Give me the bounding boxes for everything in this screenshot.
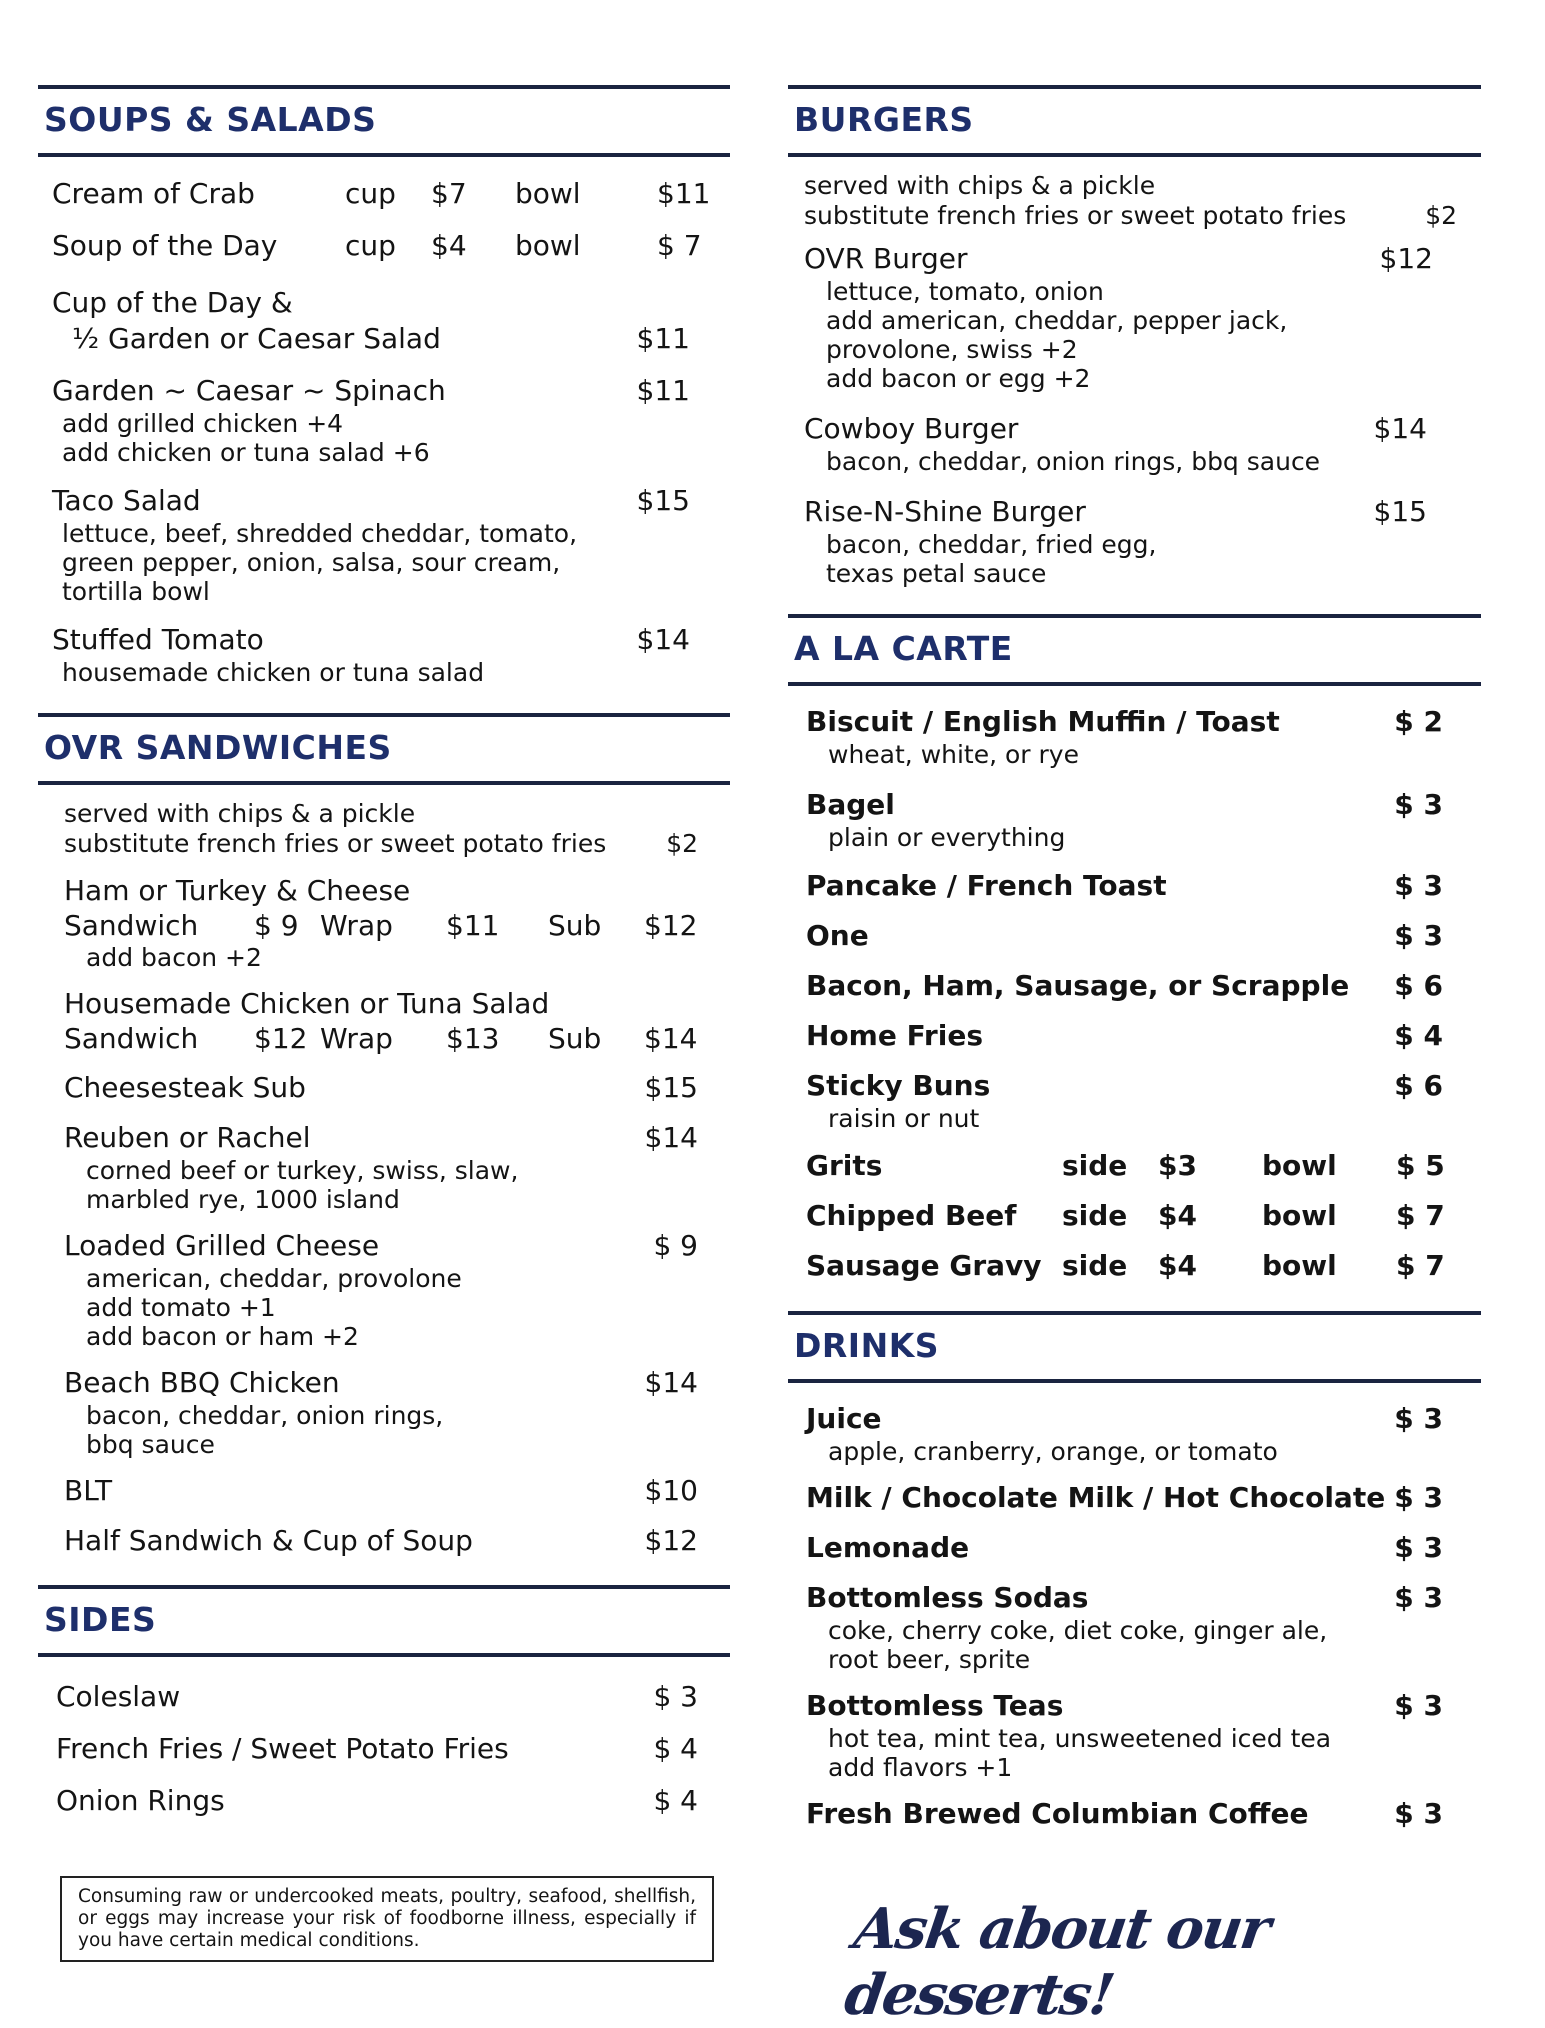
item-row — [806, 1018, 1467, 1054]
item-desc: bacon, cheddar, fried egg, texas petal sauce — [826, 530, 1157, 588]
item-row — [806, 1796, 1467, 1832]
item-row — [64, 1523, 716, 1559]
item-price: $ 3 — [1394, 1402, 1443, 1435]
section-title: SOUPS & SALADS — [44, 100, 377, 139]
item-price: $ 3 — [1394, 1531, 1443, 1564]
item-name-line2: ½ Garden or Caesar Salad — [72, 322, 441, 355]
sized-item-row — [52, 227, 716, 265]
item-desc: housemade chicken or tuna salad — [62, 658, 485, 687]
item-name: Fresh Brewed Columbian Coffee — [806, 1797, 1309, 1830]
item-row — [64, 1365, 716, 1401]
menu-item — [52, 622, 716, 687]
section-note: substitute french fries or sweet potato fries $2 — [804, 201, 1457, 230]
item-price: $ 6 — [1394, 969, 1443, 1002]
item-row — [806, 918, 1467, 954]
item-row — [64, 986, 716, 1022]
item-name: Lemonade — [806, 1531, 970, 1564]
menu-item — [52, 483, 716, 606]
sized-item-row — [52, 175, 716, 213]
section-note: substitute french fries or sweet potato fries $2 — [64, 829, 698, 858]
item-row — [806, 1530, 1467, 1566]
soups-salads-section — [38, 85, 730, 687]
menu-item — [52, 373, 716, 467]
menu-item — [806, 787, 1467, 852]
right-column — [788, 85, 1481, 1858]
item-price: $14 — [636, 623, 690, 656]
section-header — [38, 713, 730, 785]
section-header — [788, 1311, 1481, 1383]
item-price: $ 6 — [1394, 1069, 1443, 1102]
item-row — [52, 321, 716, 357]
sized-item-row — [806, 1147, 1467, 1185]
side-price: $4 — [1158, 1249, 1197, 1282]
menu-item — [804, 241, 1467, 393]
menu-item — [806, 1147, 1467, 1285]
item-row — [64, 1070, 716, 1106]
item-name: Reuben or Rachel — [64, 1121, 311, 1154]
option-row: Sandwich $12 Wrap $13 Sub $14 — [64, 1022, 698, 1055]
menu-item — [806, 1018, 1467, 1054]
item-price: $ 3 — [1394, 1797, 1443, 1830]
item-desc: coke, cherry coke, diet coke, ginger ale, root beer, sprite — [828, 1616, 1328, 1674]
item-name: Ham or Turkey & Cheese — [64, 874, 411, 907]
menu-item — [806, 1688, 1467, 1782]
cup-label: cup — [345, 177, 396, 210]
item-row — [52, 622, 716, 658]
item-price: $11 — [636, 374, 690, 407]
bowl-label: bowl — [1262, 1249, 1337, 1282]
bowl-label: bowl — [1262, 1199, 1337, 1232]
menu-item — [806, 1580, 1467, 1674]
a-la-carte-section — [788, 614, 1481, 1285]
item-price: $ 2 — [1394, 705, 1443, 738]
item-row — [806, 704, 1467, 740]
item-name: Bacon, Ham, Sausage, or Scrapple — [806, 969, 1350, 1002]
item-price: $15 — [1373, 495, 1427, 528]
item-price: $14 — [644, 1121, 698, 1154]
item-row — [64, 1120, 716, 1156]
item-name: Housemade Chicken or Tuna Salad — [64, 987, 550, 1020]
item-desc: add grilled chicken +4 add chicken or tuna salad +6 — [62, 409, 430, 467]
section-body — [38, 157, 730, 687]
sides-section — [38, 1585, 730, 1819]
cup-label: cup — [345, 229, 396, 262]
item-row — [64, 1228, 716, 1264]
item-name: Bottomless Teas — [806, 1689, 1064, 1722]
section-note: served with chips & a pickle — [804, 171, 1156, 200]
menu-item — [806, 918, 1467, 954]
side-price: $3 — [1158, 1149, 1197, 1182]
item-desc: bacon, cheddar, onion rings, bbq sauce — [86, 1401, 444, 1459]
menu-item — [806, 968, 1467, 1004]
item-name: Stuffed Tomato — [52, 623, 264, 656]
item-row — [806, 1068, 1467, 1104]
item-desc: bacon, cheddar, onion rings, bbq sauce — [826, 447, 1321, 476]
item-name: One — [806, 919, 869, 952]
side-label: side — [1062, 1149, 1128, 1182]
item-desc: add bacon +2 — [86, 943, 262, 972]
item-name: Half Sandwich & Cup of Soup — [64, 1524, 473, 1557]
item-row — [804, 494, 1467, 530]
menu-item — [64, 1228, 716, 1351]
bowl-label: bowl — [515, 177, 581, 210]
item-row — [56, 1679, 716, 1715]
section-body — [38, 785, 730, 1559]
cup-price: $4 — [431, 229, 467, 262]
item-price: $ 3 — [1394, 919, 1443, 952]
item-price: $ 3 — [1394, 1581, 1443, 1614]
item-name: Sausage Gravy — [806, 1249, 1042, 1282]
menu-item — [804, 411, 1467, 476]
item-row — [56, 1783, 716, 1819]
item-price: $15 — [636, 484, 690, 517]
item-name: Biscuit / English Muffin / Toast — [806, 705, 1280, 738]
item-name: Pancake / French Toast — [806, 869, 1167, 902]
item-row — [806, 868, 1467, 904]
menu-item — [52, 175, 716, 265]
item-price: $12 — [1379, 242, 1433, 275]
item-price: $ 9 — [653, 1229, 698, 1262]
item-row — [64, 873, 716, 909]
item-price: $14 — [1373, 412, 1427, 445]
item-desc: plain or everything — [828, 823, 1066, 852]
item-row — [64, 1473, 716, 1509]
sandwiches-section — [38, 713, 730, 1559]
menu-item — [806, 1530, 1467, 1566]
item-name: Bottomless Sodas — [806, 1581, 1089, 1614]
item-price: $ 3 — [1394, 1481, 1443, 1514]
item-desc: apple, cranberry, orange, or tomato — [828, 1437, 1278, 1466]
item-name: Cup of the Day & — [52, 286, 293, 319]
section-body — [788, 686, 1481, 1285]
item-desc: hot tea, mint tea, unsweetened iced tea add flavors +1 — [828, 1724, 1332, 1782]
bowl-price: $ 5 — [1396, 1149, 1445, 1182]
bowl-price: $ 7 — [1396, 1199, 1445, 1232]
item-name: Milk / Chocolate Milk / Hot Chocolate — [806, 1481, 1386, 1514]
item-name: Taco Salad — [52, 484, 201, 517]
item-row — [806, 968, 1467, 1004]
section-title: OVR SANDWICHES — [44, 728, 392, 767]
side-price: $4 — [1158, 1199, 1197, 1232]
item-name: Soup of the Day — [52, 229, 278, 262]
menu-item — [52, 285, 716, 357]
section-header — [38, 85, 730, 157]
bowl-price: $11 — [657, 177, 711, 210]
burgers-section — [788, 85, 1481, 588]
menu-item — [64, 986, 716, 1056]
item-name: Grits — [806, 1149, 883, 1182]
section-body — [38, 1657, 730, 1819]
item-price: $15 — [644, 1071, 698, 1104]
item-price: $ 3 — [1394, 788, 1443, 821]
section-title: BURGERS — [794, 100, 974, 139]
item-name: Onion Rings — [56, 1784, 225, 1817]
item-desc: corned beef or turkey, swiss, slaw, marbled rye, 1000 island — [86, 1156, 519, 1214]
item-row — [52, 285, 716, 321]
menu-item — [64, 1365, 716, 1459]
cup-price: $7 — [431, 177, 467, 210]
side-label: side — [1062, 1199, 1128, 1232]
section-title: A LA CARTE — [794, 629, 1013, 668]
item-name: BLT — [64, 1474, 113, 1507]
menu-item — [806, 868, 1467, 904]
drinks-section — [788, 1311, 1481, 1832]
section-body — [788, 1383, 1481, 1832]
section-header — [38, 1585, 730, 1657]
menu-item — [806, 1401, 1467, 1466]
item-name: Cowboy Burger — [804, 412, 1019, 445]
section-title: SIDES — [44, 1600, 157, 1639]
item-price: $ 3 — [1394, 869, 1443, 902]
bowl-label: bowl — [1262, 1149, 1337, 1182]
menu-item — [64, 1070, 716, 1106]
item-price: $11 — [636, 322, 690, 355]
item-row — [52, 373, 716, 409]
item-desc: wheat, white, or rye — [828, 740, 1079, 769]
item-desc: lettuce, beef, shredded cheddar, tomato, green pepper, onion, salsa, sour cream, tortilla bowl — [62, 519, 578, 606]
item-name: Rise-N-Shine Burger — [804, 495, 1086, 528]
item-price: $14 — [644, 1366, 698, 1399]
bowl-label: bowl — [515, 229, 581, 262]
item-price: $ 4 — [653, 1784, 698, 1817]
item-name: Cream of Crab — [52, 177, 255, 210]
item-desc: raisin or nut — [828, 1104, 980, 1133]
item-name: Cheesesteak Sub — [64, 1071, 306, 1104]
item-name: Coleslaw — [56, 1680, 181, 1713]
section-header — [788, 85, 1481, 157]
item-price: $ 4 — [653, 1732, 698, 1765]
item-name: French Fries / Sweet Potato Fries — [56, 1732, 509, 1765]
item-row — [56, 1731, 716, 1767]
item-name: Garden ~ Caesar ~ Spinach — [52, 374, 446, 407]
bowl-price: $ 7 — [657, 229, 702, 262]
item-desc: lettuce, tomato, onion add american, cheddar, pepper jack, provolone, swiss +2 add bacon or egg +2 — [826, 277, 1288, 393]
menu-item — [64, 1120, 716, 1214]
item-row — [806, 1580, 1467, 1616]
item-desc: american, cheddar, provolone add tomato +1 add bacon or ham +2 — [86, 1264, 462, 1351]
bowl-price: $ 7 — [1396, 1249, 1445, 1282]
item-name: Home Fries — [806, 1019, 983, 1052]
menu-item — [806, 1796, 1467, 1832]
item-name: Loaded Grilled Cheese — [64, 1229, 380, 1262]
menu-item — [806, 1480, 1467, 1516]
menu-item — [64, 1523, 716, 1559]
item-name: Bagel — [806, 788, 895, 821]
item-row — [804, 241, 1467, 277]
item-price: $12 — [644, 1524, 698, 1557]
item-name: OVR Burger — [804, 242, 968, 275]
item-price: $ 3 — [1394, 1689, 1443, 1722]
menu-item — [64, 1473, 716, 1509]
desserts-callout: Ask about our desserts! — [840, 1896, 1273, 2028]
item-name: Beach BBQ Chicken — [64, 1366, 340, 1399]
item-row — [806, 1401, 1467, 1437]
item-row — [52, 483, 716, 519]
section-body — [788, 157, 1481, 588]
sized-item-row — [806, 1197, 1467, 1235]
item-price: $ 4 — [1394, 1019, 1443, 1052]
item-name: Chipped Beef — [806, 1199, 1017, 1232]
left-column — [38, 85, 730, 1845]
section-header — [788, 614, 1481, 686]
food-safety-disclaimer: Consuming raw or undercooked meats, poultry, seafood, shellfish, or eggs may increase your risk of foodborne illness, especially if you have certain medical conditions. — [60, 1876, 714, 1962]
menu-item — [64, 873, 716, 972]
item-row — [806, 1688, 1467, 1724]
item-price: $ 3 — [653, 1680, 698, 1713]
menu-item — [806, 704, 1467, 769]
section-title: DRINKS — [794, 1326, 940, 1365]
item-row — [806, 787, 1467, 823]
item-name: Juice — [806, 1402, 882, 1435]
option-row: Sandwich $ 9 Wrap $11 Sub $12 — [64, 909, 698, 942]
menu-item — [804, 494, 1467, 588]
sized-item-row — [806, 1247, 1467, 1285]
menu-item — [806, 1068, 1467, 1133]
side-label: side — [1062, 1249, 1128, 1282]
item-row — [806, 1480, 1467, 1516]
item-price: $10 — [644, 1474, 698, 1507]
section-note: served with chips & a pickle — [64, 799, 416, 828]
item-name: Sticky Buns — [806, 1069, 991, 1102]
item-row — [804, 411, 1467, 447]
